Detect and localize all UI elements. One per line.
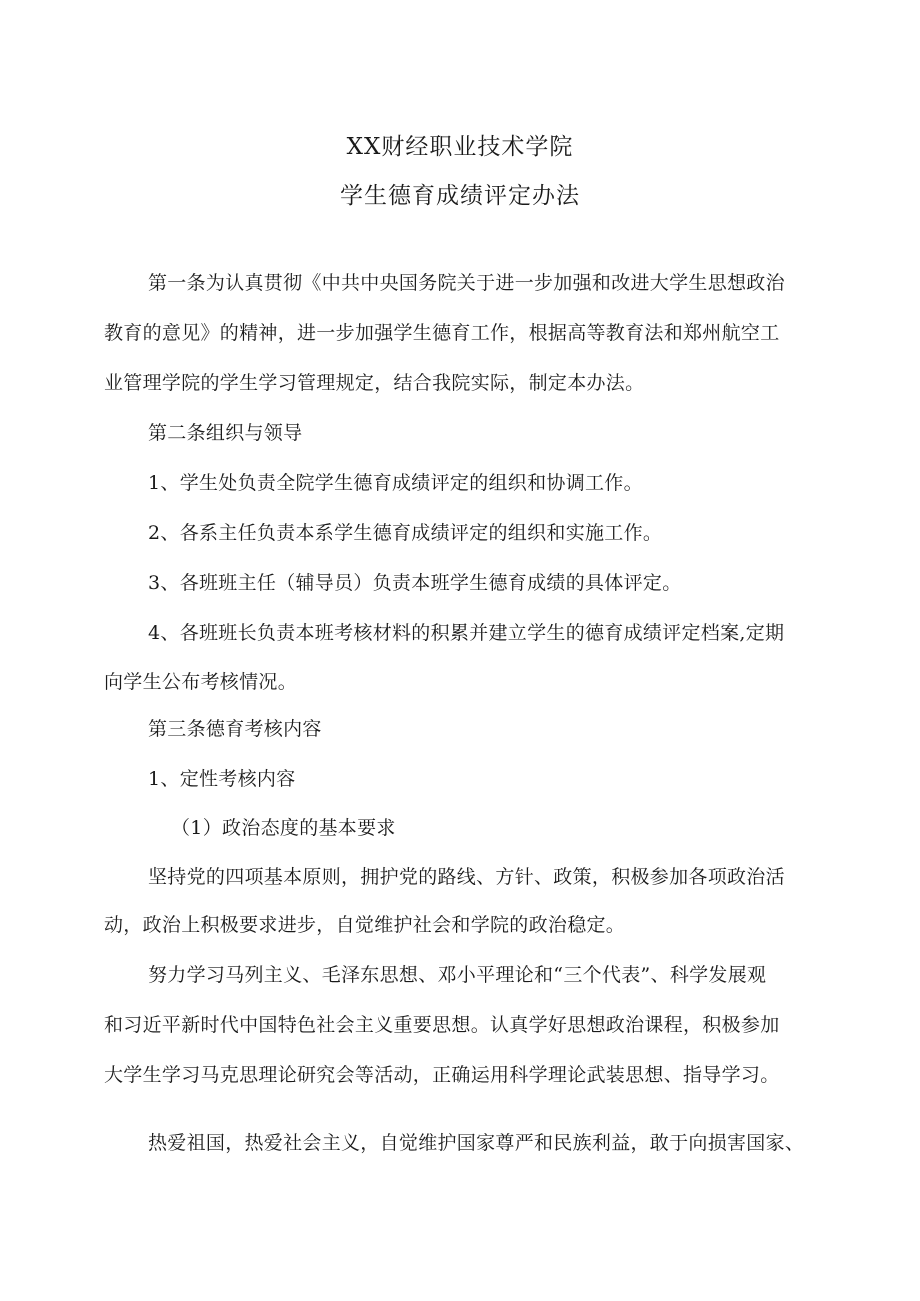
article-1-line-2: 教育的意见》的精神，进一步加强学生德育工作，根据高等教育法和郑州航空工 xyxy=(104,322,780,344)
patriotism-line-1: 热爱祖国，热爱社会主义，自觉维护国家尊严和民族利益，敢于向损害国家、 xyxy=(148,1132,805,1154)
article-1-line-3: 业管理学院的学生学习管理规定，结合我院实际，制定本办法。 xyxy=(104,372,645,394)
article-2-item-1: 1、学生处负责全院学生德育成绩评定的组织和协调工作。 xyxy=(148,472,643,494)
theory-study-line-1: 努力学习马列主义、毛泽东思想、邓小平理论和“三个代表”、科学发展观 xyxy=(148,964,767,986)
document-title-institution: XX财经职业技术学院 xyxy=(346,134,574,160)
theory-study-line-2: 和习近平新时代中国特色社会主义重要思想。认真学好思想政治课程，积极参加 xyxy=(104,1014,780,1036)
theory-study-line-3: 大学生学习马克思理论研究会等活动，正确运用科学理论武装思想、指导学习。 xyxy=(104,1064,780,1086)
article-3-heading: 第三条德育考核内容 xyxy=(148,718,322,740)
political-attitude-line-2: 动，政治上积极要求进步，自觉维护社会和学院的政治稳定。 xyxy=(104,914,626,936)
political-attitude-line-1: 坚持党的四项基本原则，拥护党的路线、方针、政策，积极参加各项政治活 xyxy=(148,866,785,888)
article-1-line-1: 第一条为认真贯彻《中共中央国务院关于进一步加强和改进大学生思想政治 xyxy=(148,272,785,294)
article-3-subsection-1: （1）政治态度的基本要求 xyxy=(171,817,396,839)
article-2-heading: 第二条组织与领导 xyxy=(148,422,303,444)
article-2-item-2: 2、各系主任负责本系学生德育成绩评定的组织和实施工作。 xyxy=(148,522,663,544)
article-2-item-4-line-2: 向学生公布考核情况。 xyxy=(104,671,298,693)
article-2-item-3: 3、各班班主任（辅导员）负责本班学生德育成绩的具体评定。 xyxy=(148,572,682,594)
article-3-section-1: 1、定性考核内容 xyxy=(148,768,296,790)
document-title-regulation: 学生德育成绩评定办法 xyxy=(340,183,580,209)
article-2-item-4-line-1: 4、各班班长负责本班考核材料的积累并建立学生的德育成绩评定档案,定期 xyxy=(148,622,785,644)
